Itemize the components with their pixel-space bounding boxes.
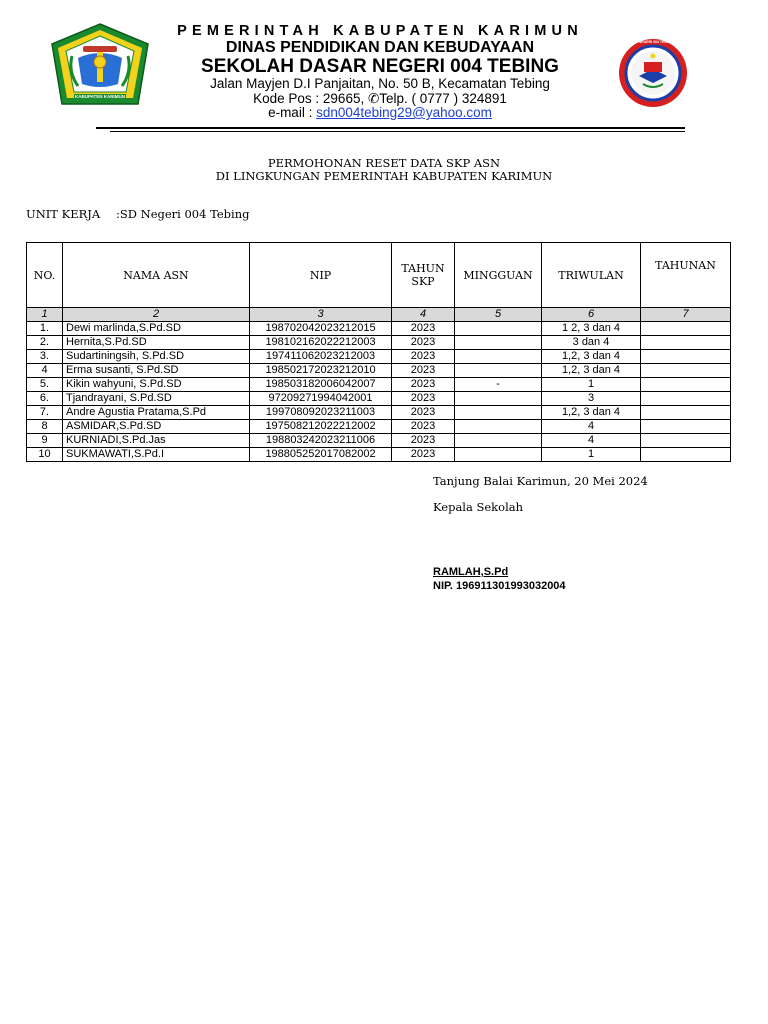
cell-mingguan: [455, 448, 542, 462]
table-row: [27, 322, 731, 336]
left-logo-caption: KABUPATEN KARIMUN: [74, 94, 126, 99]
column-number-row: [27, 308, 731, 322]
cell-triwulan: 4: [542, 434, 641, 448]
cell-no: 10: [27, 448, 63, 462]
cell-mingguan: [455, 336, 542, 350]
cell-triwulan: 1: [542, 448, 641, 462]
cell-tahunan: [641, 420, 731, 434]
cell-mingguan: [455, 392, 542, 406]
cell-nama: Andre Agustia Pratama,S.Pd: [63, 406, 250, 420]
cell-nama: Tjandrayani, S.Pd.SD: [63, 392, 250, 406]
header-triwulan: TRIWULAN: [542, 243, 641, 308]
cell-nip: 197411062023212003: [250, 350, 392, 364]
header-tahun-line2: SKP: [411, 275, 435, 288]
table-row: [27, 392, 731, 406]
cell-triwulan: 1,2, 3 dan 4: [542, 364, 641, 378]
cell-nama: Sudartiningsih, S.Pd.SD: [63, 350, 250, 364]
cell-triwulan: 3: [542, 392, 641, 406]
cell-nama: KURNIADI,S.Pd.Jas: [63, 434, 250, 448]
cell-nip: 198803242023211006: [250, 434, 392, 448]
table-row: [27, 406, 731, 420]
header-no: NO.: [27, 243, 63, 308]
cell-mingguan: [455, 434, 542, 448]
header-mingguan: MINGGUAN: [455, 243, 542, 308]
header-tahun-skp: [392, 243, 455, 308]
cell-no: 2.: [27, 336, 63, 350]
cell-tahun: 2023: [392, 350, 455, 364]
school-logo: [617, 36, 689, 110]
column-number: 2: [63, 308, 250, 322]
cell-nama: Hernita,S.Pd.SD: [63, 336, 250, 350]
column-number: 7: [641, 308, 731, 322]
cell-mingguan: [455, 364, 542, 378]
cell-mingguan: [455, 406, 542, 420]
cell-triwulan: 1,2, 3 dan 4: [542, 350, 641, 364]
letterhead-department: DINAS PENDIDIKAN DAN KEBUDAYAAN: [225, 39, 535, 56]
document-subtitle: DI LINGKUNGAN PEMERINTAH KABUPATEN KARIMUN: [215, 169, 553, 183]
cell-nip: 198502172023212010: [250, 364, 392, 378]
table-row: [27, 434, 731, 448]
cell-no: 9: [27, 434, 63, 448]
letterhead-address: Jalan Mayjen D.I Panjaitan, No. 50 B, Kecamatan Tebing: [210, 76, 550, 91]
letterhead-school-name: SEKOLAH DASAR NEGERI 004 TEBING: [201, 56, 559, 77]
cell-triwulan: 1,2, 3 dan 4: [542, 406, 641, 420]
column-number: 1: [27, 308, 63, 322]
cell-tahunan: [641, 364, 731, 378]
cell-nip: 97209271994042001: [250, 392, 392, 406]
cell-tahun: 2023: [392, 420, 455, 434]
cell-tahun: 2023: [392, 448, 455, 462]
column-number: 3: [250, 308, 392, 322]
cell-nip: 198102162022212003: [250, 336, 392, 350]
letterhead-rule-thin: [110, 131, 685, 132]
cell-nama: Kikin wahyuni, S.Pd.SD: [63, 378, 250, 392]
cell-no: 1.: [27, 322, 63, 336]
cell-nip: 198805252017082002: [250, 448, 392, 462]
column-number: 5: [455, 308, 542, 322]
cell-nama: Erma susanti, S.Pd.SD: [63, 364, 250, 378]
right-logo-caption: SD NEGERI 004 TEBING: [632, 40, 674, 44]
cell-tahun: 2023: [392, 406, 455, 420]
header-tahun-line1: TAHUN: [401, 262, 445, 275]
cell-tahun: 2023: [392, 434, 455, 448]
table-row: [27, 448, 731, 462]
cell-no: 6.: [27, 392, 63, 406]
table-row: [27, 350, 731, 364]
cell-no: 8: [27, 420, 63, 434]
table-row: [27, 364, 731, 378]
skp-reset-table: [26, 242, 731, 462]
cell-mingguan: [455, 420, 542, 434]
document-title: PERMOHONAN RESET DATA SKP ASN: [267, 156, 501, 170]
column-number: 6: [542, 308, 641, 322]
cell-nip: 198503182006042007: [250, 378, 392, 392]
cell-no: 5.: [27, 378, 63, 392]
cell-tahun: 2023: [392, 364, 455, 378]
cell-tahunan: [641, 322, 731, 336]
table-row: [27, 420, 731, 434]
email-label: e-mail :: [268, 105, 313, 120]
cell-mingguan: [455, 350, 542, 364]
header-nip: NIP: [250, 243, 392, 308]
table-row: [27, 336, 731, 350]
table-row: [27, 378, 731, 392]
cell-no: 3.: [27, 350, 63, 364]
cell-tahunan: [641, 392, 731, 406]
table-header-row: [27, 243, 731, 308]
cell-nip: 198702042023212015: [250, 322, 392, 336]
letterhead-government: PEMERINTAH KABUPATEN KARIMUN: [177, 23, 583, 39]
cell-nama: Dewi marlinda,S.Pd.SD: [63, 322, 250, 336]
cell-nama: ASMIDAR,S.Pd.SD: [63, 420, 250, 434]
letterhead-email-line: [150, 106, 610, 120]
cell-tahun: 2023: [392, 392, 455, 406]
header-nama-asn: NAMA ASN: [63, 243, 250, 308]
signature-position: Kepala Sekolah: [433, 500, 524, 514]
cell-nama: SUKMAWATI,S.Pd.I: [63, 448, 250, 462]
cell-tahun: 2023: [392, 336, 455, 350]
email-link[interactable]: sdn004tebing29@yahoo.com: [316, 105, 492, 120]
header-tahunan: TAHUNAN: [641, 243, 731, 308]
unit-kerja-value: :SD Negeri 004 Tebing: [116, 207, 250, 221]
signature-nip: NIP. 196911301993032004: [433, 580, 566, 592]
cell-nip: 199708092023211003: [250, 406, 392, 420]
cell-tahun: 2023: [392, 378, 455, 392]
cell-tahun: 2023: [392, 322, 455, 336]
cell-triwulan: 1 2, 3 dan 4: [542, 322, 641, 336]
kabupaten-karimun-logo: [48, 22, 152, 106]
cell-tahunan: [641, 448, 731, 462]
cell-tahunan: [641, 406, 731, 420]
column-number: 4: [392, 308, 455, 322]
cell-tahunan: [641, 336, 731, 350]
unit-kerja-label: UNIT KERJA: [26, 207, 101, 221]
signature-place-date: Tanjung Balai Karimun, 20 Mei 2024: [433, 474, 648, 488]
letterhead-rule-thick: [96, 127, 685, 129]
cell-triwulan: 3 dan 4: [542, 336, 641, 350]
cell-triwulan: 1: [542, 378, 641, 392]
letterhead-postal-phone: Kode Pos : 29665, ✆Telp. ( 0777 ) 324891: [253, 91, 507, 106]
cell-tahunan: [641, 434, 731, 448]
signature-name: RAMLAH,S.Pd: [433, 566, 509, 578]
cell-mingguan: -: [455, 378, 542, 392]
cell-mingguan: [455, 322, 542, 336]
cell-tahunan: [641, 350, 731, 364]
cell-triwulan: 4: [542, 420, 641, 434]
cell-no: 4: [27, 364, 63, 378]
cell-no: 7.: [27, 406, 63, 420]
cell-nip: 197508212022212002: [250, 420, 392, 434]
cell-tahunan: [641, 378, 731, 392]
